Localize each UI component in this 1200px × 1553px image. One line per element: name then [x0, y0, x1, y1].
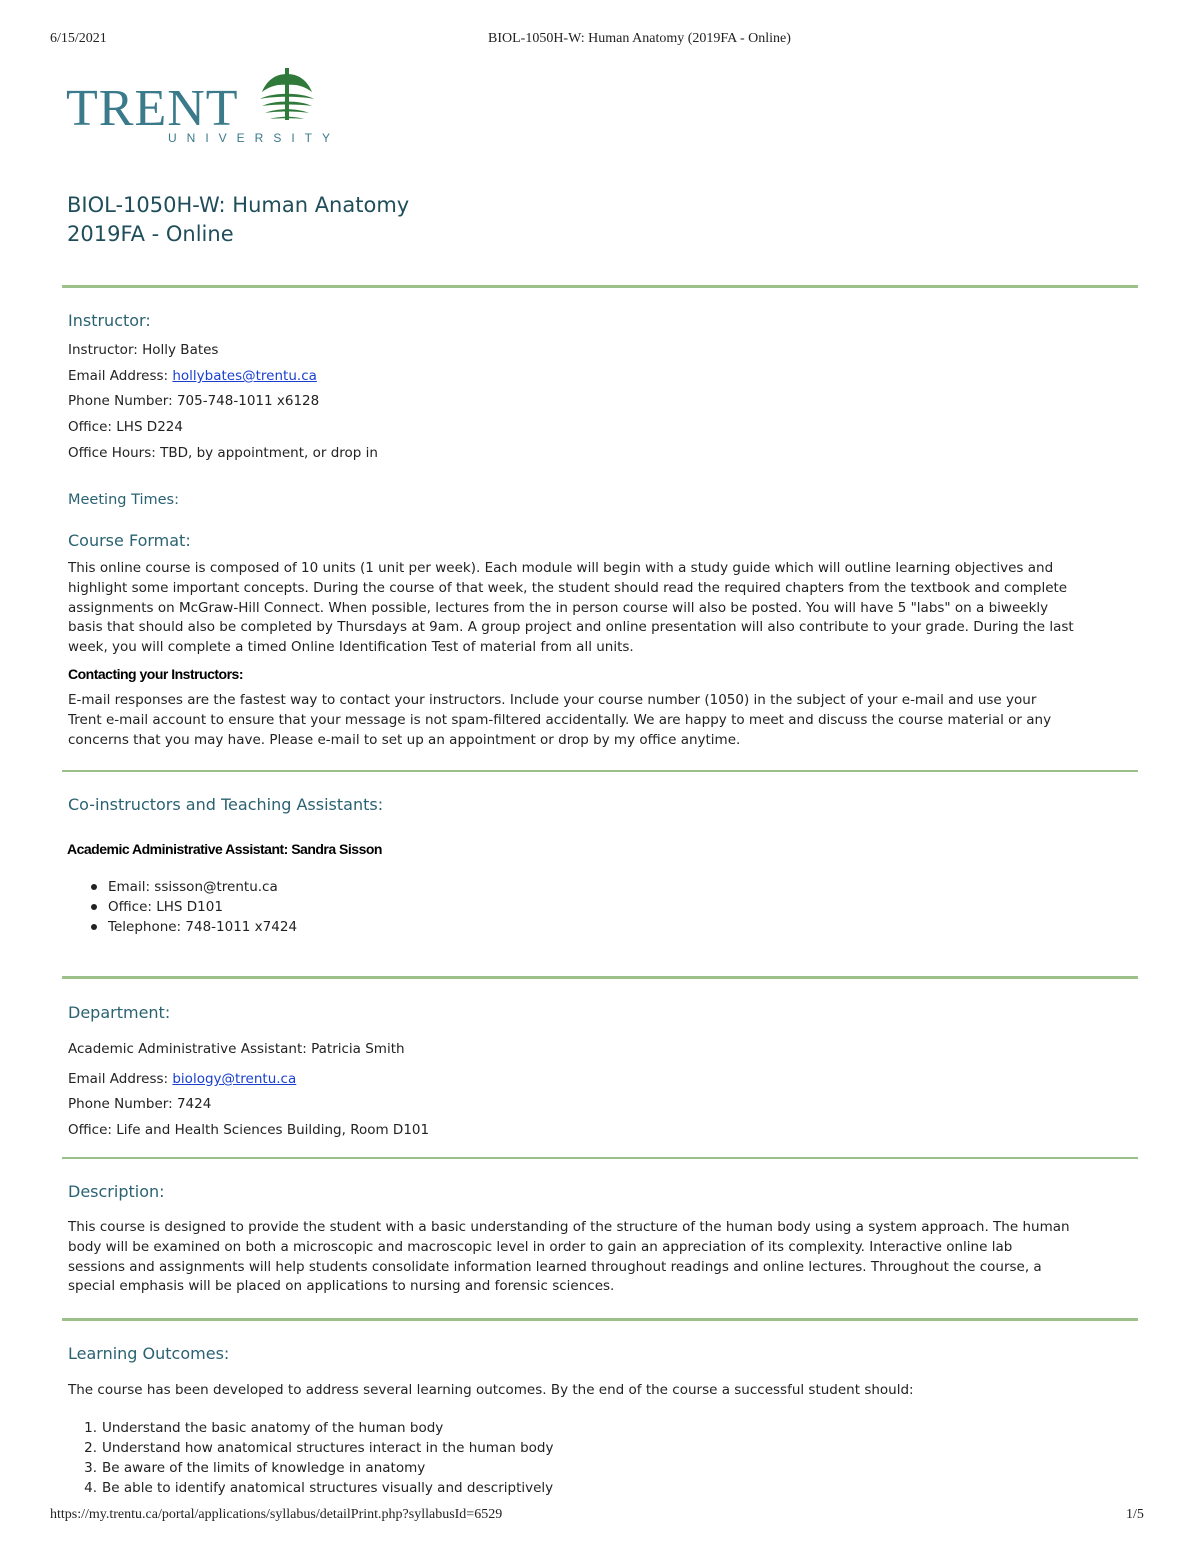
list-item: 1. Understand the basic anatomy of the human body — [84, 1420, 444, 1436]
learning-outcomes-heading: Learning Outcomes: — [68, 1344, 230, 1363]
co-instructor-subheading: Academic Administrative Assistant: Sandra Sisson — [67, 841, 382, 857]
section-divider — [62, 770, 1138, 772]
list-item: 2. Understand how anatomical structures interact in the human body — [84, 1440, 554, 1456]
department-assistant: Academic Administrative Assistant: Patricia Smith — [68, 1041, 405, 1057]
course-format-heading: Course Format: — [68, 531, 191, 550]
department-heading: Department: — [68, 1003, 171, 1022]
department-email: Email Address: biology@trentu.ca — [68, 1071, 297, 1087]
meeting-times-heading: Meeting Times: — [68, 492, 179, 508]
course-format-text: This online course is composed of 10 units (1 unit per week). Each module will begin with a study guide which will outline learning objectives and highlight some important concepts. During the course of that week, the student should read the required chapters from the textbook and complete assignments on McGraw-Hill Connect. When possible, lectures from the in person course will also be posted. You will have 5 "labs" on a biweekly basis that should also be completed by Thursdays at 9am. A group project and online presentation will also contribute to your grade. During the last week, you will complete a timed Online Identification Test of material from all units. — [68, 560, 1074, 656]
section-divider — [62, 285, 1138, 288]
instructor-office-hours: Office Hours: TBD, by appointment, or drop in — [68, 445, 378, 461]
instructor-heading: Instructor: — [68, 311, 151, 330]
course-title-line1: BIOL-1050H-W: Human Anatomy — [67, 193, 410, 217]
logo-subtitle: UNIVERSITY — [168, 131, 341, 145]
department-email-link[interactable]: biology@trentu.ca — [172, 1071, 297, 1087]
print-doc-title: BIOL-1050H-W: Human Anatomy (2019FA - Online) — [488, 31, 791, 46]
list-item: Telephone: 748-1011 x7424 — [68, 917, 297, 937]
department-office: Office: Life and Health Sciences Building, Room D101 — [68, 1122, 430, 1138]
list-item: 3. Be aware of the limits of knowledge in anatomy — [84, 1460, 426, 1476]
logo-emblem-icon — [256, 66, 318, 128]
co-instructor-contact-list — [68, 877, 297, 937]
learning-outcomes-intro: The course has been developed to address several learning outcomes. By the end of the course a successful student should: — [68, 1382, 914, 1398]
department-phone: Phone Number: 7424 — [68, 1096, 212, 1112]
contacting-instructors-heading: Contacting your Instructors: — [68, 666, 244, 682]
print-date: 6/15/2021 — [50, 31, 107, 46]
co-instructors-heading: Co-instructors and Teaching Assistants: — [68, 795, 384, 814]
print-page-number: 1/5 — [1126, 1507, 1144, 1522]
course-title-line2: 2019FA - Online — [67, 222, 234, 246]
list-item: 4. Be able to identify anatomical structures visually and descriptively — [84, 1480, 554, 1496]
section-divider — [62, 1318, 1138, 1321]
list-item: Email: ssisson@trentu.ca — [68, 877, 297, 897]
section-divider — [62, 976, 1138, 979]
instructor-email: Email Address: hollybates@trentu.ca — [68, 368, 317, 384]
instructor-name: Instructor: Holly Bates — [68, 342, 219, 358]
description-text: This course is designed to provide the student with a basic understanding of the structure of the human body using a system approach. The human body will be examined on both a microscopic and macroscopic level in order to gain an appreciation of its complexity. Interactive online lab sessions and assignments will help students consolidate information learned throughout readings and online lectures. Throughout the course, a special emphasis will be placed on applications to nursing and forensic sciences. — [68, 1219, 1070, 1295]
contacting-instructors-text: E-mail responses are the fastest way to contact your instructors. Include your course number (1050) in the subject of your e-mail and use your Trent e-mail account to ensure that your message is not spam-filtered accidentally. We are happy to meet and discuss the course material or any concerns that you may have. Please e-mail to set up an appointment or drop by my office anytime. — [68, 692, 1052, 748]
description-heading: Description: — [68, 1182, 165, 1201]
course-title — [67, 191, 409, 249]
instructor-office: Office: LHS D224 — [68, 419, 183, 435]
list-item: Office: LHS D101 — [68, 897, 297, 917]
instructor-phone: Phone Number: 705-748-1011 x6128 — [68, 393, 320, 409]
section-divider — [62, 1157, 1138, 1159]
logo-wordmark: TRENT — [66, 80, 239, 137]
trent-university-logo — [66, 66, 341, 146]
instructor-email-link[interactable]: hollybates@trentu.ca — [172, 368, 317, 384]
learning-outcomes-list — [62, 1418, 553, 1498]
print-url: https://my.trentu.ca/portal/applications/syllabus/detailPrint.php?syllabusId=6529 — [50, 1507, 503, 1522]
